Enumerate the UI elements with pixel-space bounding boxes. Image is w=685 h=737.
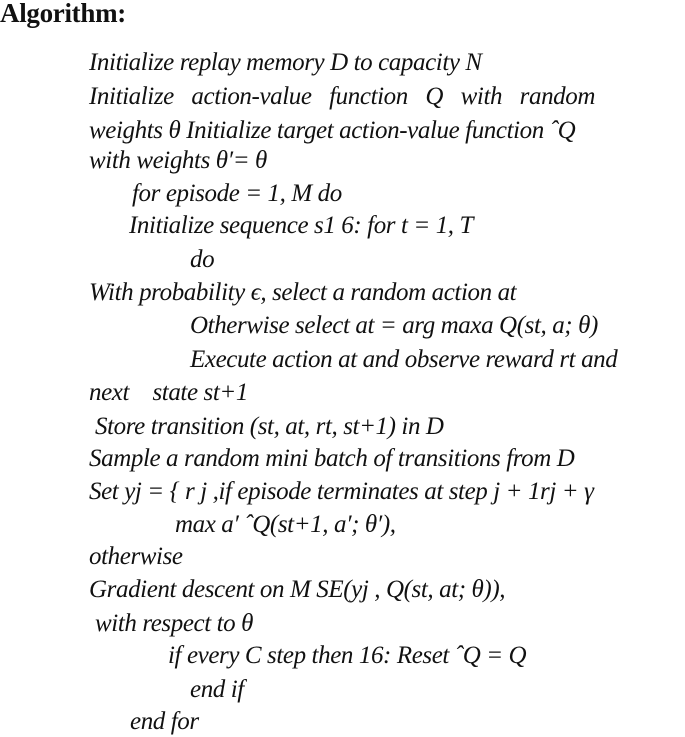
algorithm-line: With probability ϵ, select a random action at — [89, 279, 517, 306]
algorithm-line: end for — [130, 708, 199, 735]
algorithm-line: Otherwise select at = arg maxa Q(st, a; θ) — [190, 312, 598, 339]
algorithm-line: Initialize replay memory D to capacity N — [89, 49, 482, 76]
algorithm-line: Initialize action-value function Q with random — [89, 83, 596, 110]
algorithm-line: do — [190, 246, 215, 273]
algorithm-line: Initialize sequence s1 6: for t = 1, T — [129, 212, 473, 239]
algorithm-line: with respect to θ — [95, 610, 254, 637]
algorithm-line: Set yj = { r j ,if episode terminates at step j + 1rj + γ — [89, 478, 594, 505]
algorithm-line: end if — [190, 676, 244, 703]
algorithm-line: weights θ Initialize target action-value function ˆQ — [89, 117, 576, 144]
algorithm-line: Gradient descent on M SE(yj , Q(st, at; θ)), — [89, 576, 506, 603]
algorithm-line: for episode = 1, M do — [132, 180, 342, 207]
algorithm-line: Sample a random mini batch of transitions from D — [89, 445, 575, 472]
algorithm-line: next state st+1 — [89, 379, 248, 406]
algorithm-line: Execute action at and observe reward rt and — [190, 346, 618, 373]
algorithm-line: with weights θ′= θ — [89, 147, 267, 174]
algorithm-line: if every C step then 16: Reset ˆQ = Q — [168, 642, 527, 669]
algorithm-line: otherwise — [89, 543, 183, 570]
algorithm-line: Store transition (st, at, rt, st+1) in D — [95, 413, 444, 440]
algorithm-heading: Algorithm: — [0, 0, 126, 28]
algorithm-line: max a′ ˆQ(st+1, a′; θ′), — [175, 511, 396, 538]
